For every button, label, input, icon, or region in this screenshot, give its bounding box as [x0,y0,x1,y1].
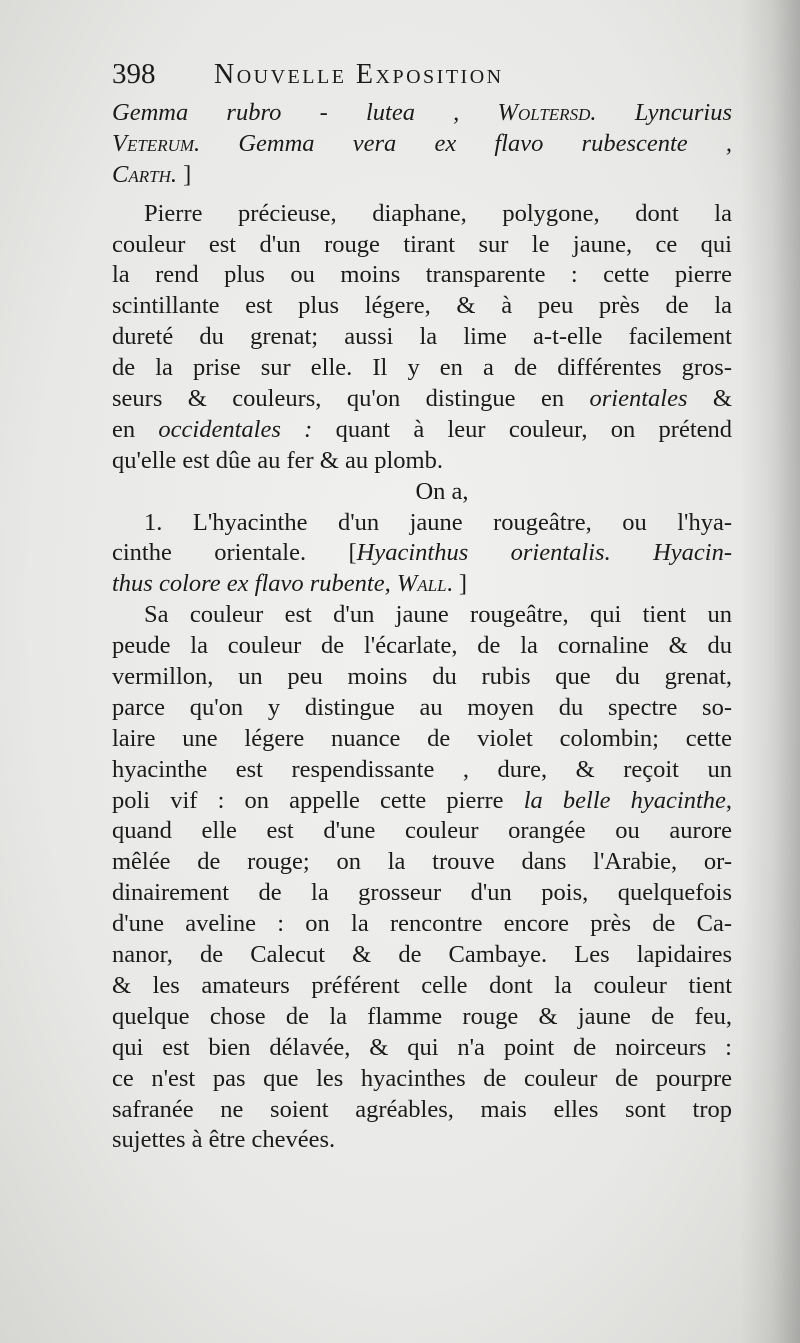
page-header [112,58,732,98]
running-title: Nouvelle Exposition [214,59,504,90]
text-segment: dureté du grenat; aussi la lime a-t-elle facilement [112,323,732,351]
text-line [112,160,732,191]
text-segment: Sa couleur est d'un jaune rougeâtre, qui tient un [144,601,732,629]
text-segment: qu'elle est dûe au fer & au plomb. [112,446,443,474]
page-gutter-shadow [740,0,800,1343]
text-line [112,971,732,1002]
text-segment: dinairement de la grosseur d'un pois, quelquefois [112,879,732,907]
text-line [112,199,732,230]
text-segment: mêlée de rouge; on la trouve dans l'Arabie, or- [112,848,732,876]
text-line [112,1095,732,1126]
text-segment: de la prise sur elle. Il y en a de différentes gros- [112,354,732,382]
text-segment-smallcaps: Veterum [112,129,195,157]
text-segment-italic: thus colore ex flavo rubente, [112,570,397,598]
text-line [112,508,732,539]
text-segment: cinthe orientale. [ [112,539,357,567]
text-segment: qui est bien délavée, & qui n'a point de noirceurs : [112,1033,732,1061]
text-segment: en [112,415,159,443]
text-segment: poli vif : on appelle cette pierre [112,786,524,814]
text-line [112,98,732,129]
text-line [112,847,732,878]
paragraph-gap [112,191,732,199]
text-segment: . ] [446,570,467,598]
text-segment: scintillante est plus légere, & à peu près de la [112,292,732,320]
text-line [112,384,732,415]
text-line [112,693,732,724]
text-segment: quant à leur couleur, on prétend [312,415,732,443]
text-segment-italic: Gemma rubro - lutea , [112,99,498,126]
text-line [112,538,732,569]
text-line [112,230,732,261]
text-segment: peude la couleur de l'écarlate, de la cornaline & du [112,632,732,660]
text-segment-italic: Lyncurius [634,99,732,126]
text-line [112,353,732,384]
text-segment-italic: . [590,99,635,126]
text-line [112,600,732,631]
text-line [112,415,732,446]
text-segment: 1. L'hyacinthe d'un jaune rougeâtre, ou l'hya- [144,508,732,536]
text-segment-italic: la belle hyacinthe [523,786,726,814]
text-line [112,129,732,160]
text-line [112,569,732,600]
text-segment-italic: Hyacinthus orientalis. Hyacin- [356,539,732,567]
body-text [112,98,732,1156]
text-line [112,1064,732,1095]
text-segment: hyacinthe est respendissante , dure, & reçoit un [112,755,732,783]
text-segment-italic: . Gemma vera ex flavo rubescente , [194,129,732,157]
text-segment: vermillon, un peu moins du rubis que du grenat, [112,663,732,691]
text-line [112,755,732,786]
text-segment: ce n'est pas que les hyacinthes de couleur de pourpre [112,1064,732,1092]
text-line [112,322,732,353]
text-segment: parce qu'on y distingue au moyen du spectre so- [112,693,732,721]
text-line [112,816,732,847]
text-segment: la rend plus ou moins transparente : cette pierre [112,261,732,289]
text-segment: On a, [415,477,469,505]
text-segment-italic: occidentales : [158,415,313,443]
text-segment: safranée ne soient agréables, mais elles sont trop [112,1095,732,1123]
text-segment-smallcaps: Woltersd [497,99,591,126]
text-line [112,909,732,940]
text-segment: sujettes à être chevées. [112,1126,336,1154]
text-segment: couleur est d'un rouge tirant sur le jaune, ce qui [112,230,732,258]
text-block [112,58,732,1156]
text-line [112,446,732,477]
text-segment-italic: orientales [589,385,688,413]
text-segment: quand elle est d'une couleur orangée ou aurore [112,817,732,845]
text-segment: & les amateurs préférent celle dont la couleur tient [112,971,732,999]
text-line [112,631,732,662]
text-line [112,291,732,322]
text-segment-smallcaps: Carth [112,160,171,188]
text-line [112,1033,732,1064]
text-segment: d'une aveline : on la rencontre encore près de Ca- [112,910,732,938]
text-segment: nanor, de Calecut & de Cambaye. Les lapidaires [112,941,732,969]
text-line [112,260,732,291]
page-number: 398 [112,58,156,90]
text-segment: & [687,385,732,413]
text-line [112,477,732,508]
text-line [112,1002,732,1033]
text-segment: laire une légere nuance de violet colombin; cette [112,724,732,752]
text-line [112,940,732,971]
text-segment: Pierre précieuse, diaphane, polygone, dont la [144,199,732,227]
text-segment: seurs & couleurs, qu'on distingue en [112,385,590,413]
text-segment-italic: . [170,160,184,188]
text-segment: quelque chose de la flamme rouge & jaune de feu, [112,1002,732,1030]
text-line [112,878,732,909]
text-line [112,662,732,693]
text-line [112,786,732,817]
text-segment: , [725,786,732,814]
text-segment: ] [183,160,192,188]
text-line [112,724,732,755]
text-segment-smallcaps: Wall [396,570,447,598]
text-line [112,1125,732,1156]
